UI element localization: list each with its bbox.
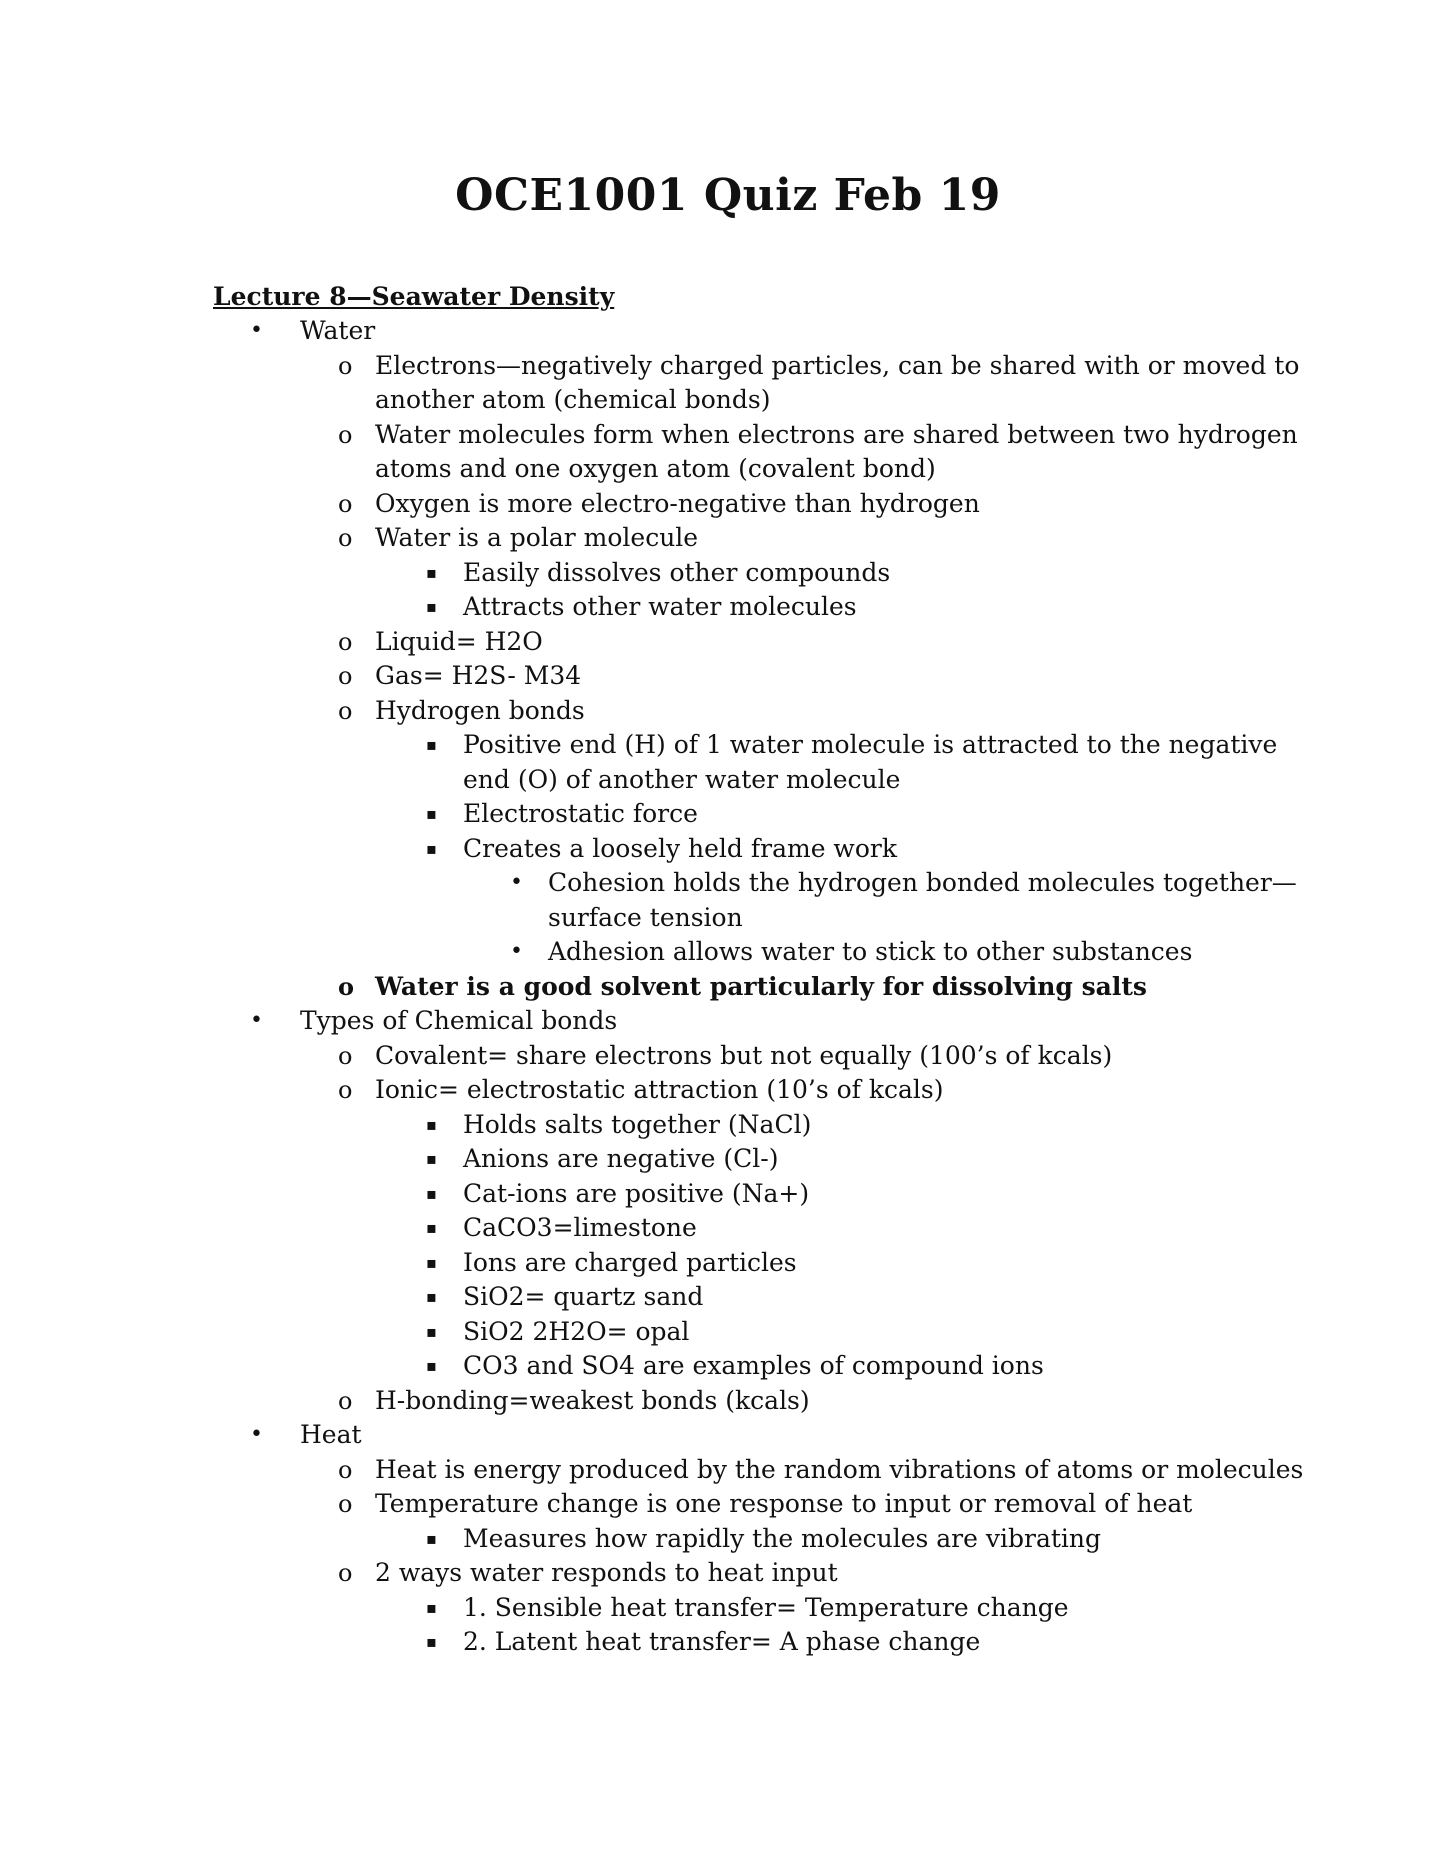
- square-marker: ▪: [426, 1287, 437, 1306]
- list-item-text: Creates a loosely held frame work: [463, 833, 897, 863]
- list-item: [213, 556, 1313, 591]
- list-item: [213, 935, 1313, 970]
- list-item-text: Ions are charged particles: [463, 1247, 797, 1277]
- list-item: [213, 1384, 1313, 1419]
- square-marker: ▪: [426, 1597, 437, 1617]
- outline-list: [213, 314, 1313, 1660]
- list-item: [213, 1004, 1313, 1039]
- list-item: [213, 1625, 1313, 1660]
- list-item: [213, 1108, 1313, 1143]
- list-item-text: Adhesion allows water to stick to other substances: [548, 937, 1193, 966]
- square-marker: ▪: [426, 735, 437, 754]
- list-item: [213, 1280, 1313, 1315]
- list-item-text: Attracts other water molecules: [463, 592, 857, 621]
- bullet-marker: •: [250, 318, 263, 343]
- list-item: [213, 418, 1313, 487]
- circle-marker: o: [338, 524, 353, 552]
- list-item: [213, 590, 1313, 625]
- square-marker: ▪: [426, 804, 437, 823]
- list-item: [213, 625, 1313, 660]
- list-item: [213, 349, 1313, 418]
- square-marker: ▪: [426, 1114, 437, 1134]
- square-marker: ▪: [426, 1218, 437, 1237]
- circle-marker: o: [338, 1490, 353, 1518]
- list-item-text: Water is a polar molecule: [375, 523, 699, 552]
- list-item: [213, 1177, 1313, 1212]
- section-heading: Lecture 8—Seawater Density: [213, 282, 615, 311]
- square-marker: ▪: [426, 1632, 437, 1651]
- list-item: [213, 487, 1313, 522]
- list-item-text: H-bonding=weakest bonds (kcals): [375, 1385, 810, 1415]
- list-item: [213, 1211, 1313, 1246]
- list-item-text: Gas= H2S- M34: [375, 661, 582, 690]
- list-item-text: Cat-ions are positive (Na+): [463, 1178, 810, 1208]
- list-item-text: Covalent= share electrons but not equally (100’s of kcals): [375, 1040, 1113, 1070]
- page-title: OCE1001 Quiz Feb 19: [455, 170, 1001, 221]
- list-item: [213, 1591, 1313, 1626]
- circle-marker: o: [338, 1076, 353, 1104]
- square-marker: ▪: [426, 1149, 437, 1168]
- list-item-text: Heat is energy produced by the random vibrations of atoms or molecules: [375, 1454, 1304, 1484]
- square-marker: ▪: [426, 1321, 437, 1341]
- list-item: [213, 521, 1313, 556]
- bullet-marker: •: [250, 1008, 263, 1033]
- bullet-marker: •: [510, 939, 523, 964]
- list-item-text: Hydrogen bonds: [375, 695, 585, 725]
- list-item-text: Cohesion holds the hydrogen bonded molecules together—surface tension: [548, 868, 1297, 932]
- list-item-text: Anions are negative (Cl-): [463, 1144, 779, 1173]
- list-item-text: Water molecules form when electrons are shared between two hydrogen atoms and one oxygen atom (covalent bond): [375, 419, 1298, 483]
- list-item-text: Heat: [300, 1420, 362, 1449]
- list-item: [213, 970, 1313, 1005]
- list-item: [213, 1349, 1313, 1384]
- circle-marker: o: [338, 662, 353, 690]
- list-item-text: Temperature change is one response to input or removal of heat: [375, 1489, 1193, 1518]
- list-item: [213, 1073, 1313, 1108]
- square-marker: ▪: [426, 562, 437, 582]
- list-item-text: Liquid= H2O: [375, 626, 543, 656]
- list-item: [213, 694, 1313, 729]
- circle-marker: o: [338, 489, 353, 518]
- bullet-marker: •: [250, 1422, 263, 1447]
- list-item-text: 2. Latent heat transfer= A phase change: [463, 1627, 981, 1656]
- list-item: [213, 866, 1313, 935]
- list-item: [213, 1039, 1313, 1074]
- circle-marker: o: [338, 1455, 353, 1484]
- list-item: [213, 659, 1313, 694]
- square-marker: ▪: [426, 838, 437, 858]
- square-marker: ▪: [426, 1183, 437, 1203]
- list-item: [213, 1522, 1313, 1557]
- list-item-text: Easily dissolves other compounds: [463, 557, 891, 587]
- circle-marker: o: [338, 1041, 353, 1070]
- list-item-text: Oxygen is more electro-negative than hydrogen: [375, 488, 980, 518]
- circle-marker: o: [338, 696, 353, 725]
- circle-marker: o: [338, 1386, 353, 1415]
- list-item-text: Electrostatic force: [463, 799, 698, 828]
- bullet-marker: •: [510, 870, 523, 895]
- circle-marker: o: [338, 971, 355, 1001]
- list-item: [213, 1453, 1313, 1488]
- list-item-text: 1. Sensible heat transfer= Temperature change: [463, 1592, 1069, 1622]
- list-item: [213, 797, 1313, 832]
- list-item-text: Water is a good solvent particularly for dissolving salts: [375, 971, 1147, 1001]
- circle-marker: o: [338, 627, 353, 656]
- circle-marker: o: [338, 351, 353, 380]
- list-item: [213, 1418, 1313, 1453]
- list-item-text: Types of Chemical bonds: [300, 1006, 618, 1035]
- list-item-text: 2 ways water responds to heat input: [375, 1558, 838, 1587]
- square-marker: ▪: [426, 1252, 437, 1272]
- list-item: [213, 832, 1313, 867]
- list-item: [213, 1487, 1313, 1522]
- list-item-text: SiO2 2H2O= opal: [463, 1316, 690, 1346]
- square-marker: ▪: [426, 1356, 437, 1375]
- square-marker: ▪: [426, 597, 437, 616]
- list-item: [213, 1315, 1313, 1350]
- list-item: [213, 314, 1313, 349]
- list-item-text: Positive end (H) of 1 water molecule is attracted to the negative end (O) of another water molecule: [463, 730, 1278, 794]
- list-item-text: Measures how rapidly the molecules are vibrating: [463, 1523, 1102, 1553]
- list-item: [213, 728, 1313, 797]
- list-item-text: Ionic= electrostatic attraction (10’s of kcals): [375, 1075, 944, 1104]
- square-marker: ▪: [426, 1528, 437, 1548]
- list-item-text: Water: [300, 316, 376, 345]
- circle-marker: o: [338, 1559, 353, 1587]
- list-item-text: Electrons—negatively charged particles, can be shared with or moved to another atom (chemical bonds): [375, 350, 1300, 414]
- list-item-text: CaCO3=limestone: [463, 1213, 697, 1242]
- list-item-text: SiO2= quartz sand: [463, 1282, 704, 1311]
- circle-marker: o: [338, 420, 353, 449]
- list-item: [213, 1142, 1313, 1177]
- list-item-text: CO3 and SO4 are examples of compound ions: [463, 1351, 1044, 1380]
- list-item: [213, 1246, 1313, 1281]
- list-item: [213, 1556, 1313, 1591]
- list-item-text: Holds salts together (NaCl): [463, 1109, 812, 1139]
